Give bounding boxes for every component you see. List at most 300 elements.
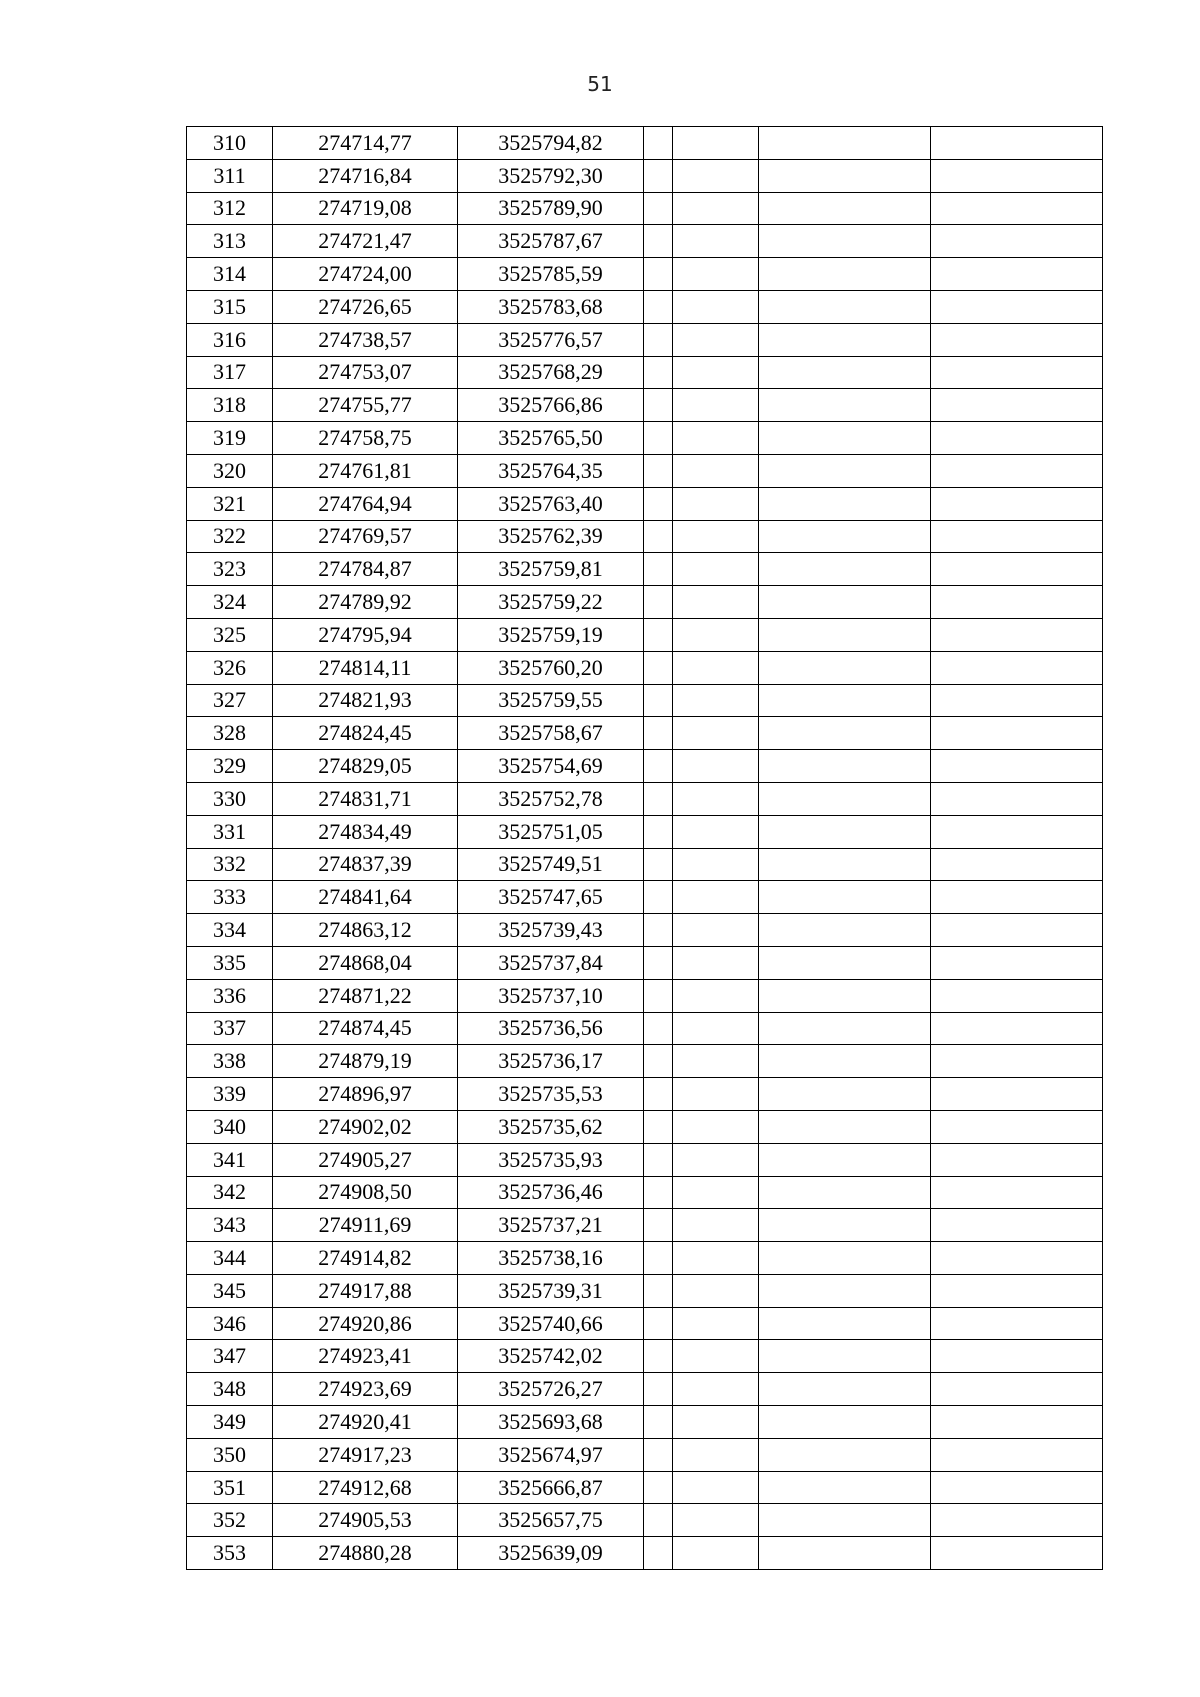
point-number-cell: 314: [187, 258, 273, 291]
empty-cell: [759, 1537, 931, 1570]
y-coordinate-cell: 3525736,17: [458, 1045, 644, 1078]
empty-cell: [931, 1471, 1103, 1504]
empty-cell: [931, 946, 1103, 979]
point-number-cell: 342: [187, 1176, 273, 1209]
empty-cell: [931, 553, 1103, 586]
empty-cell: [673, 225, 759, 258]
y-coordinate-cell: 3525763,40: [458, 487, 644, 520]
empty-cell: [931, 454, 1103, 487]
empty-cell: [673, 1012, 759, 1045]
empty-cell: [759, 127, 931, 160]
table-row: [187, 323, 1103, 356]
empty-cell: [931, 159, 1103, 192]
x-coordinate-cell: 274821,93: [273, 684, 458, 717]
empty-cell: [759, 881, 931, 914]
point-number-cell: 322: [187, 520, 273, 553]
empty-cell: [673, 1110, 759, 1143]
empty-cell: [931, 815, 1103, 848]
x-coordinate-cell: 274917,23: [273, 1438, 458, 1471]
empty-cell: [644, 750, 673, 783]
empty-cell: [759, 750, 931, 783]
empty-cell: [759, 323, 931, 356]
point-number-cell: 334: [187, 914, 273, 947]
table-row: [187, 1406, 1103, 1439]
empty-cell: [759, 1078, 931, 1111]
x-coordinate-cell: 274896,97: [273, 1078, 458, 1111]
empty-cell: [644, 1242, 673, 1275]
empty-cell: [931, 750, 1103, 783]
x-coordinate-cell: 274880,28: [273, 1537, 458, 1570]
table-row: [187, 1045, 1103, 1078]
table-row: [187, 422, 1103, 455]
x-coordinate-cell: 274871,22: [273, 979, 458, 1012]
x-coordinate-cell: 274912,68: [273, 1471, 458, 1504]
table-row: [187, 914, 1103, 947]
table-row: [187, 1471, 1103, 1504]
empty-cell: [673, 979, 759, 1012]
empty-cell: [673, 618, 759, 651]
point-number-cell: 326: [187, 651, 273, 684]
empty-cell: [931, 1176, 1103, 1209]
empty-cell: [759, 979, 931, 1012]
empty-cell: [644, 1110, 673, 1143]
point-number-cell: 351: [187, 1471, 273, 1504]
x-coordinate-cell: 274834,49: [273, 815, 458, 848]
empty-cell: [644, 1373, 673, 1406]
table-row: [187, 618, 1103, 651]
empty-cell: [759, 1045, 931, 1078]
point-number-cell: 333: [187, 881, 273, 914]
x-coordinate-cell: 274879,19: [273, 1045, 458, 1078]
point-number-cell: 345: [187, 1274, 273, 1307]
empty-cell: [931, 848, 1103, 881]
empty-cell: [931, 1406, 1103, 1439]
x-coordinate-cell: 274814,11: [273, 651, 458, 684]
y-coordinate-cell: 3525742,02: [458, 1340, 644, 1373]
point-number-cell: 337: [187, 1012, 273, 1045]
empty-cell: [673, 1045, 759, 1078]
empty-cell: [644, 389, 673, 422]
empty-cell: [759, 1340, 931, 1373]
y-coordinate-cell: 3525787,67: [458, 225, 644, 258]
point-number-cell: 316: [187, 323, 273, 356]
empty-cell: [644, 1274, 673, 1307]
coordinates-table: [186, 126, 1103, 1570]
empty-cell: [644, 225, 673, 258]
empty-cell: [644, 979, 673, 1012]
page-number: 51: [587, 72, 613, 96]
table-row: [187, 159, 1103, 192]
empty-cell: [931, 1045, 1103, 1078]
y-coordinate-cell: 3525739,31: [458, 1274, 644, 1307]
empty-cell: [759, 717, 931, 750]
empty-cell: [673, 750, 759, 783]
empty-cell: [673, 323, 759, 356]
empty-cell: [644, 782, 673, 815]
table-row: [187, 848, 1103, 881]
x-coordinate-cell: 274831,71: [273, 782, 458, 815]
x-coordinate-cell: 274721,47: [273, 225, 458, 258]
point-number-cell: 344: [187, 1242, 273, 1275]
empty-cell: [931, 487, 1103, 520]
empty-cell: [644, 1176, 673, 1209]
table-row: [187, 127, 1103, 160]
point-number-cell: 338: [187, 1045, 273, 1078]
empty-cell: [644, 487, 673, 520]
y-coordinate-cell: 3525735,93: [458, 1143, 644, 1176]
empty-cell: [644, 618, 673, 651]
point-number-cell: 310: [187, 127, 273, 160]
x-coordinate-cell: 274902,02: [273, 1110, 458, 1143]
empty-cell: [759, 258, 931, 291]
x-coordinate-cell: 274758,75: [273, 422, 458, 455]
empty-cell: [673, 1143, 759, 1176]
y-coordinate-cell: 3525674,97: [458, 1438, 644, 1471]
point-number-cell: 352: [187, 1504, 273, 1537]
empty-cell: [673, 1537, 759, 1570]
empty-cell: [759, 520, 931, 553]
x-coordinate-cell: 274917,88: [273, 1274, 458, 1307]
empty-cell: [644, 586, 673, 619]
empty-cell: [673, 1340, 759, 1373]
y-coordinate-cell: 3525735,53: [458, 1078, 644, 1111]
point-number-cell: 328: [187, 717, 273, 750]
empty-cell: [759, 389, 931, 422]
empty-cell: [644, 1537, 673, 1570]
empty-cell: [759, 1307, 931, 1340]
y-coordinate-cell: 3525736,56: [458, 1012, 644, 1045]
x-coordinate-cell: 274716,84: [273, 159, 458, 192]
point-number-cell: 341: [187, 1143, 273, 1176]
point-number-cell: 323: [187, 553, 273, 586]
table-row: [187, 1209, 1103, 1242]
empty-cell: [931, 979, 1103, 1012]
empty-cell: [644, 323, 673, 356]
empty-cell: [759, 651, 931, 684]
empty-cell: [673, 1504, 759, 1537]
empty-cell: [931, 1504, 1103, 1537]
empty-cell: [931, 1340, 1103, 1373]
empty-cell: [759, 290, 931, 323]
y-coordinate-cell: 3525726,27: [458, 1373, 644, 1406]
empty-cell: [759, 1373, 931, 1406]
table-row: [187, 1373, 1103, 1406]
y-coordinate-cell: 3525765,50: [458, 422, 644, 455]
empty-cell: [673, 1373, 759, 1406]
point-number-cell: 336: [187, 979, 273, 1012]
x-coordinate-cell: 274908,50: [273, 1176, 458, 1209]
empty-cell: [673, 1274, 759, 1307]
empty-cell: [644, 684, 673, 717]
empty-cell: [644, 848, 673, 881]
table-row: [187, 290, 1103, 323]
empty-cell: [644, 127, 673, 160]
y-coordinate-cell: 3525785,59: [458, 258, 644, 291]
y-coordinate-cell: 3525737,10: [458, 979, 644, 1012]
y-coordinate-cell: 3525794,82: [458, 127, 644, 160]
table-row: [187, 225, 1103, 258]
empty-cell: [931, 651, 1103, 684]
y-coordinate-cell: 3525758,67: [458, 717, 644, 750]
empty-cell: [673, 586, 759, 619]
empty-cell: [673, 389, 759, 422]
empty-cell: [673, 553, 759, 586]
empty-cell: [759, 684, 931, 717]
empty-cell: [931, 782, 1103, 815]
empty-cell: [673, 717, 759, 750]
x-coordinate-cell: 274923,41: [273, 1340, 458, 1373]
empty-cell: [759, 1438, 931, 1471]
point-number-cell: 347: [187, 1340, 273, 1373]
x-coordinate-cell: 274905,27: [273, 1143, 458, 1176]
y-coordinate-cell: 3525764,35: [458, 454, 644, 487]
empty-cell: [644, 1504, 673, 1537]
y-coordinate-cell: 3525737,21: [458, 1209, 644, 1242]
empty-cell: [931, 684, 1103, 717]
empty-cell: [759, 356, 931, 389]
empty-cell: [644, 914, 673, 947]
empty-cell: [644, 159, 673, 192]
y-coordinate-cell: 3525739,43: [458, 914, 644, 947]
table-row: [187, 1012, 1103, 1045]
empty-cell: [673, 881, 759, 914]
empty-cell: [931, 1438, 1103, 1471]
x-coordinate-cell: 274724,00: [273, 258, 458, 291]
empty-cell: [931, 1537, 1103, 1570]
empty-cell: [759, 159, 931, 192]
empty-cell: [673, 1209, 759, 1242]
empty-cell: [644, 815, 673, 848]
x-coordinate-cell: 274719,08: [273, 192, 458, 225]
point-number-cell: 331: [187, 815, 273, 848]
empty-cell: [644, 881, 673, 914]
x-coordinate-cell: 274753,07: [273, 356, 458, 389]
empty-cell: [759, 422, 931, 455]
empty-cell: [759, 487, 931, 520]
empty-cell: [931, 1274, 1103, 1307]
x-coordinate-cell: 274764,94: [273, 487, 458, 520]
empty-cell: [644, 454, 673, 487]
empty-cell: [673, 127, 759, 160]
point-number-cell: 353: [187, 1537, 273, 1570]
empty-cell: [644, 1143, 673, 1176]
point-number-cell: 349: [187, 1406, 273, 1439]
empty-cell: [673, 1307, 759, 1340]
empty-cell: [673, 1078, 759, 1111]
empty-cell: [644, 651, 673, 684]
table-row: [187, 1176, 1103, 1209]
table-row: [187, 1537, 1103, 1570]
point-number-cell: 319: [187, 422, 273, 455]
empty-cell: [931, 1078, 1103, 1111]
empty-cell: [673, 1242, 759, 1275]
x-coordinate-cell: 274914,82: [273, 1242, 458, 1275]
x-coordinate-cell: 274874,45: [273, 1012, 458, 1045]
empty-cell: [673, 782, 759, 815]
empty-cell: [931, 389, 1103, 422]
point-number-cell: 343: [187, 1209, 273, 1242]
empty-cell: [644, 1340, 673, 1373]
empty-cell: [673, 454, 759, 487]
y-coordinate-cell: 3525776,57: [458, 323, 644, 356]
empty-cell: [931, 1110, 1103, 1143]
empty-cell: [644, 1438, 673, 1471]
empty-cell: [931, 914, 1103, 947]
table-row: [187, 1110, 1103, 1143]
empty-cell: [931, 881, 1103, 914]
point-number-cell: 313: [187, 225, 273, 258]
x-coordinate-cell: 274755,77: [273, 389, 458, 422]
empty-cell: [644, 520, 673, 553]
y-coordinate-cell: 3525737,84: [458, 946, 644, 979]
empty-cell: [759, 782, 931, 815]
point-number-cell: 346: [187, 1307, 273, 1340]
empty-cell: [759, 1242, 931, 1275]
table-row: [187, 782, 1103, 815]
y-coordinate-cell: 3525766,86: [458, 389, 644, 422]
y-coordinate-cell: 3525759,55: [458, 684, 644, 717]
table-row: [187, 946, 1103, 979]
empty-cell: [931, 258, 1103, 291]
x-coordinate-cell: 274868,04: [273, 946, 458, 979]
empty-cell: [759, 946, 931, 979]
y-coordinate-cell: 3525657,75: [458, 1504, 644, 1537]
empty-cell: [931, 192, 1103, 225]
empty-cell: [673, 258, 759, 291]
point-number-cell: 350: [187, 1438, 273, 1471]
empty-cell: [759, 1406, 931, 1439]
empty-cell: [931, 290, 1103, 323]
point-number-cell: 324: [187, 586, 273, 619]
y-coordinate-cell: 3525747,65: [458, 881, 644, 914]
empty-cell: [673, 520, 759, 553]
y-coordinate-cell: 3525759,22: [458, 586, 644, 619]
empty-cell: [673, 848, 759, 881]
point-number-cell: 329: [187, 750, 273, 783]
x-coordinate-cell: 274920,41: [273, 1406, 458, 1439]
y-coordinate-cell: 3525783,68: [458, 290, 644, 323]
x-coordinate-cell: 274714,77: [273, 127, 458, 160]
y-coordinate-cell: 3525768,29: [458, 356, 644, 389]
empty-cell: [673, 356, 759, 389]
empty-cell: [931, 1307, 1103, 1340]
empty-cell: [931, 323, 1103, 356]
empty-cell: [644, 356, 673, 389]
x-coordinate-cell: 274829,05: [273, 750, 458, 783]
empty-cell: [673, 192, 759, 225]
table-row: [187, 520, 1103, 553]
empty-cell: [759, 848, 931, 881]
empty-cell: [759, 586, 931, 619]
table-row: [187, 389, 1103, 422]
x-coordinate-cell: 274738,57: [273, 323, 458, 356]
point-number-cell: 320: [187, 454, 273, 487]
table-row: [187, 487, 1103, 520]
x-coordinate-cell: 274795,94: [273, 618, 458, 651]
x-coordinate-cell: 274837,39: [273, 848, 458, 881]
x-coordinate-cell: 274761,81: [273, 454, 458, 487]
point-number-cell: 339: [187, 1078, 273, 1111]
point-number-cell: 315: [187, 290, 273, 323]
point-number-cell: 327: [187, 684, 273, 717]
point-number-cell: 335: [187, 946, 273, 979]
empty-cell: [931, 520, 1103, 553]
y-coordinate-cell: 3525792,30: [458, 159, 644, 192]
x-coordinate-cell: 274769,57: [273, 520, 458, 553]
y-coordinate-cell: 3525693,68: [458, 1406, 644, 1439]
y-coordinate-cell: 3525754,69: [458, 750, 644, 783]
empty-cell: [644, 553, 673, 586]
y-coordinate-cell: 3525740,66: [458, 1307, 644, 1340]
point-number-cell: 311: [187, 159, 273, 192]
table-row: [187, 1340, 1103, 1373]
empty-cell: [931, 1143, 1103, 1176]
y-coordinate-cell: 3525751,05: [458, 815, 644, 848]
x-coordinate-cell: 274841,64: [273, 881, 458, 914]
point-number-cell: 330: [187, 782, 273, 815]
x-coordinate-cell: 274789,92: [273, 586, 458, 619]
empty-cell: [931, 586, 1103, 619]
empty-cell: [673, 487, 759, 520]
table-row: [187, 192, 1103, 225]
empty-cell: [931, 717, 1103, 750]
empty-cell: [644, 258, 673, 291]
table-row: [187, 553, 1103, 586]
empty-cell: [931, 1373, 1103, 1406]
y-coordinate-cell: 3525762,39: [458, 520, 644, 553]
empty-cell: [644, 1078, 673, 1111]
point-number-cell: 325: [187, 618, 273, 651]
empty-cell: [673, 1471, 759, 1504]
empty-cell: [644, 1406, 673, 1439]
empty-cell: [759, 1176, 931, 1209]
empty-cell: [644, 946, 673, 979]
table-row: [187, 1078, 1103, 1111]
empty-cell: [673, 1176, 759, 1209]
empty-cell: [759, 1143, 931, 1176]
empty-cell: [673, 684, 759, 717]
table-row: [187, 815, 1103, 848]
empty-cell: [673, 422, 759, 455]
y-coordinate-cell: 3525735,62: [458, 1110, 644, 1143]
empty-cell: [759, 454, 931, 487]
table-row: [187, 684, 1103, 717]
y-coordinate-cell: 3525736,46: [458, 1176, 644, 1209]
point-number-cell: 340: [187, 1110, 273, 1143]
empty-cell: [759, 225, 931, 258]
point-number-cell: 317: [187, 356, 273, 389]
empty-cell: [759, 192, 931, 225]
empty-cell: [673, 914, 759, 947]
y-coordinate-cell: 3525749,51: [458, 848, 644, 881]
table-row: [187, 454, 1103, 487]
table-row: [187, 1242, 1103, 1275]
empty-cell: [644, 192, 673, 225]
empty-cell: [644, 1012, 673, 1045]
empty-cell: [644, 717, 673, 750]
y-coordinate-cell: 3525759,81: [458, 553, 644, 586]
empty-cell: [644, 1045, 673, 1078]
empty-cell: [759, 1471, 931, 1504]
coordinates-table-body: [187, 127, 1103, 1570]
empty-cell: [673, 159, 759, 192]
empty-cell: [759, 914, 931, 947]
empty-cell: [644, 1209, 673, 1242]
table-row: [187, 1274, 1103, 1307]
table-row: [187, 717, 1103, 750]
y-coordinate-cell: 3525759,19: [458, 618, 644, 651]
empty-cell: [673, 290, 759, 323]
